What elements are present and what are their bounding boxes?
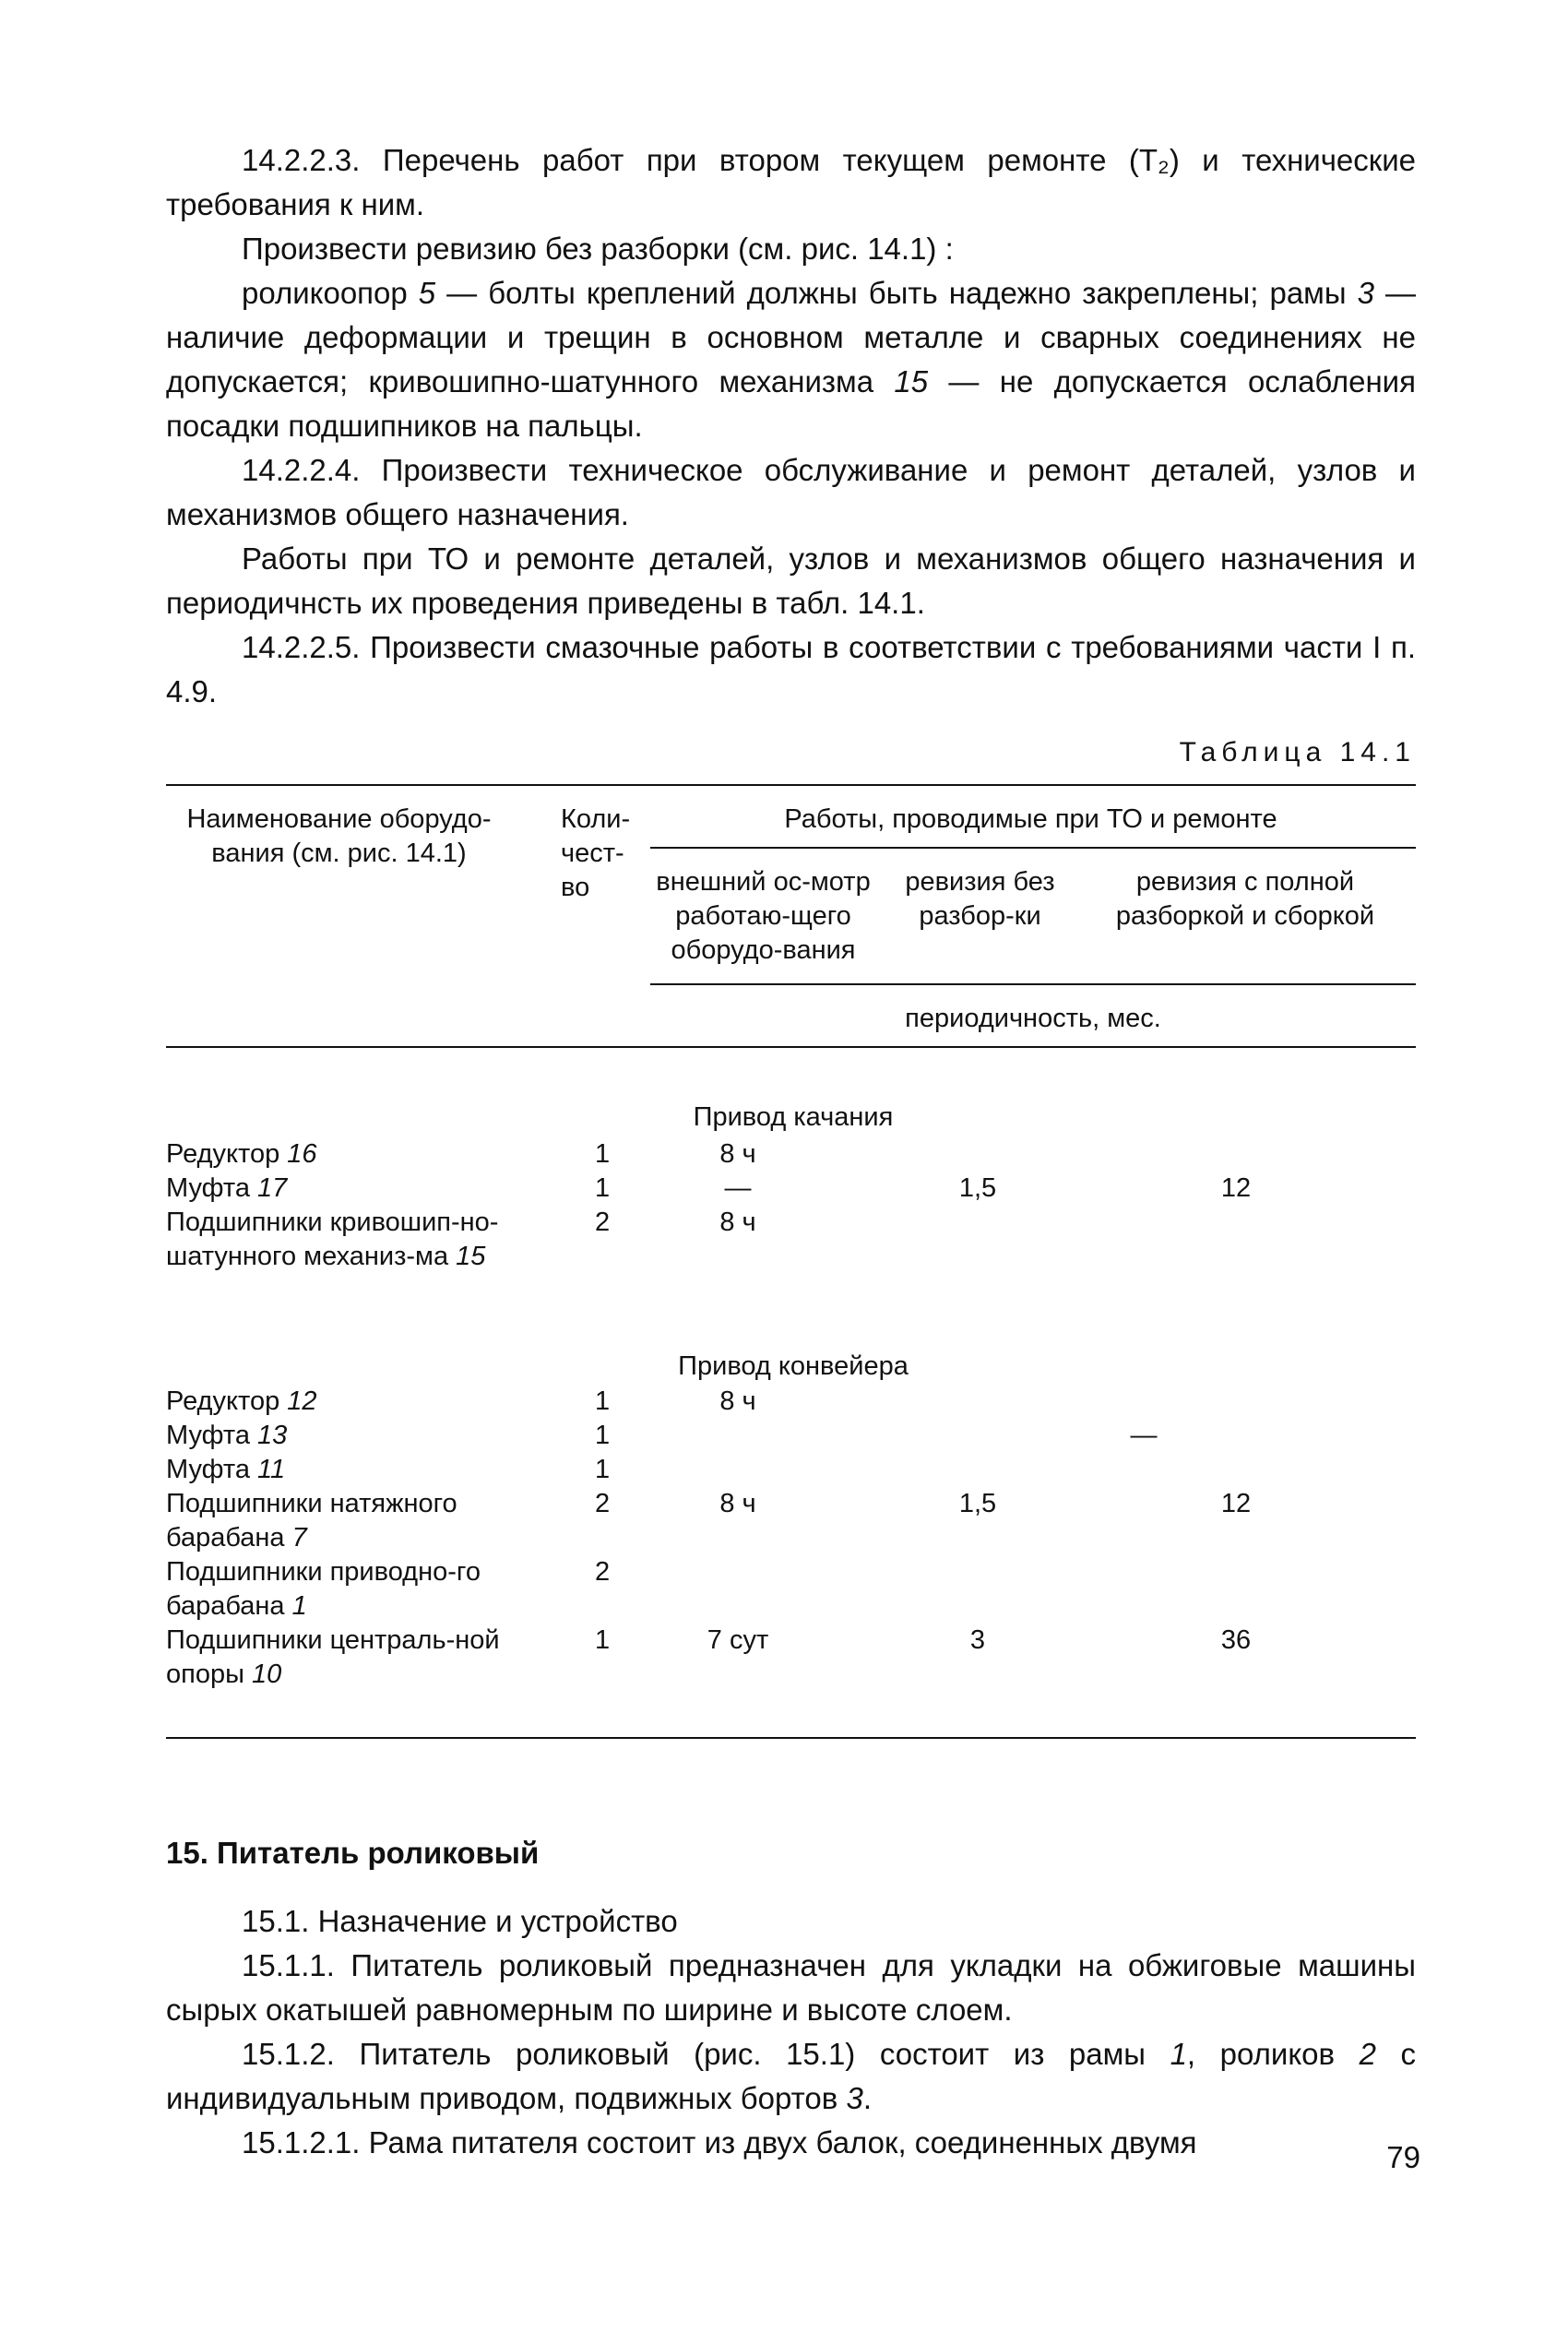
paragraph-14-2-2-4: 14.2.2.4. Произвести техническое обслуживание и ремонт деталей, узлов и механизмов общего назначения. bbox=[166, 453, 1416, 531]
header-full-revision: ревизия с полной разборкой и сборкой bbox=[1115, 867, 1375, 931]
page-number: 79 bbox=[1386, 2140, 1420, 2174]
paragraph-15-1: 15.1. Назначение и устройство bbox=[242, 1904, 678, 1938]
table-bottom-rule bbox=[166, 1737, 1416, 1739]
header-revision-no-disassembly: ревизия без разбор-ки bbox=[905, 867, 1055, 931]
maintenance-table: Наименование оборудо-вания (см. рис. 14.1) Коли-чест-во Работы, проводимые при ТО и ремонте внешний ос-мотр работаю-щего оборудо-вания ревизия без разбор-ки ревизия с полной разборкой и сборкой периодичность, мес. Привод качания Редуктор 16 1 8 ч Муфта 17 1 — 1,5 12 Подшипники кривошип-но-шатунного механиз-ма 15 2 8 ч Привод конвейера Редуктор 12 1 8 ч Муфта 13 1 — Муфта 11 1 Подшипники натяжного барабана 7 2 8 ч 1,5 12 Подшипники приводно-го барабана 1 2 Подшипники централь-ной опоры 10 1 7 сут 3 36 bbox=[166, 773, 1416, 1802]
header-external-inspection: внешний ос-мотр работаю-щего оборудо-вания bbox=[656, 867, 871, 965]
header-rule-works bbox=[650, 847, 1416, 849]
header-rule-period bbox=[650, 983, 1416, 985]
paragraph-14-2-2-5: 14.2.2.5. Произвести смазочные работы в соответствии с требованиями части I п. 4.9. bbox=[166, 630, 1416, 708]
header-works: Работы, проводимые при ТО и ремонте bbox=[784, 804, 1277, 834]
section-title: 15. Питатель роликовый bbox=[166, 1836, 540, 1870]
paragraph-requirements: роликоопор 5 — болты креплений должны быть надежно закреплены; рамы 3 — наличие деформации и трещин в основном металле и сварных соединениях не допускается; кривошипно-шатунного механизма 15 — не допускается ослабления посадки подшипников на пальцы. bbox=[166, 276, 1416, 443]
header-periodicity: периодичность, мес. bbox=[905, 1004, 1161, 1033]
paragraph-15-1-2: 15.1.2. Питатель роликовый (рис. 15.1) состоит из рамы 1, роликов 2 с индивидуальным приводом, подвижных бортов 3. bbox=[166, 2037, 1416, 2115]
header-name: Наименование оборудо-вания (см. рис. 14.1) bbox=[186, 804, 492, 868]
paragraph-works: Работы при ТО и ремонте деталей, узлов и механизмов общего назначения и периодичнсть их проведения приведены в табл. 14.1. bbox=[166, 541, 1416, 620]
group-title-swing-drive: Привод качания bbox=[693, 1102, 894, 1132]
table-top-rule bbox=[166, 784, 1416, 786]
header-qty: Коли-чест-во bbox=[561, 804, 631, 902]
paragraph-revision: Произвести ревизию без разборки (см. рис. 14.1) : bbox=[242, 232, 954, 266]
paragraph-15-1-1: 15.1.1. Питатель роликовый предназначен для укладки на обжиговые машины сырых окатышей равномерным по ширине и высоте слоем. bbox=[166, 1948, 1416, 2027]
page-content bbox=[166, 138, 1416, 2165]
paragraph-15-1-2-1: 15.1.2.1. Рама питателя состоит из двух балок, соединенных двумя bbox=[242, 2125, 1197, 2159]
paragraph-14-2-2-3: 14.2.2.3. Перечень работ при втором текущем ремонте (T₂) и технические требования к ним. bbox=[166, 143, 1416, 221]
table-caption: Таблица 14.1 bbox=[1179, 737, 1416, 767]
header-bottom-rule bbox=[166, 1046, 1416, 1048]
group-title-conveyor-drive: Привод конвейера bbox=[678, 1351, 909, 1381]
